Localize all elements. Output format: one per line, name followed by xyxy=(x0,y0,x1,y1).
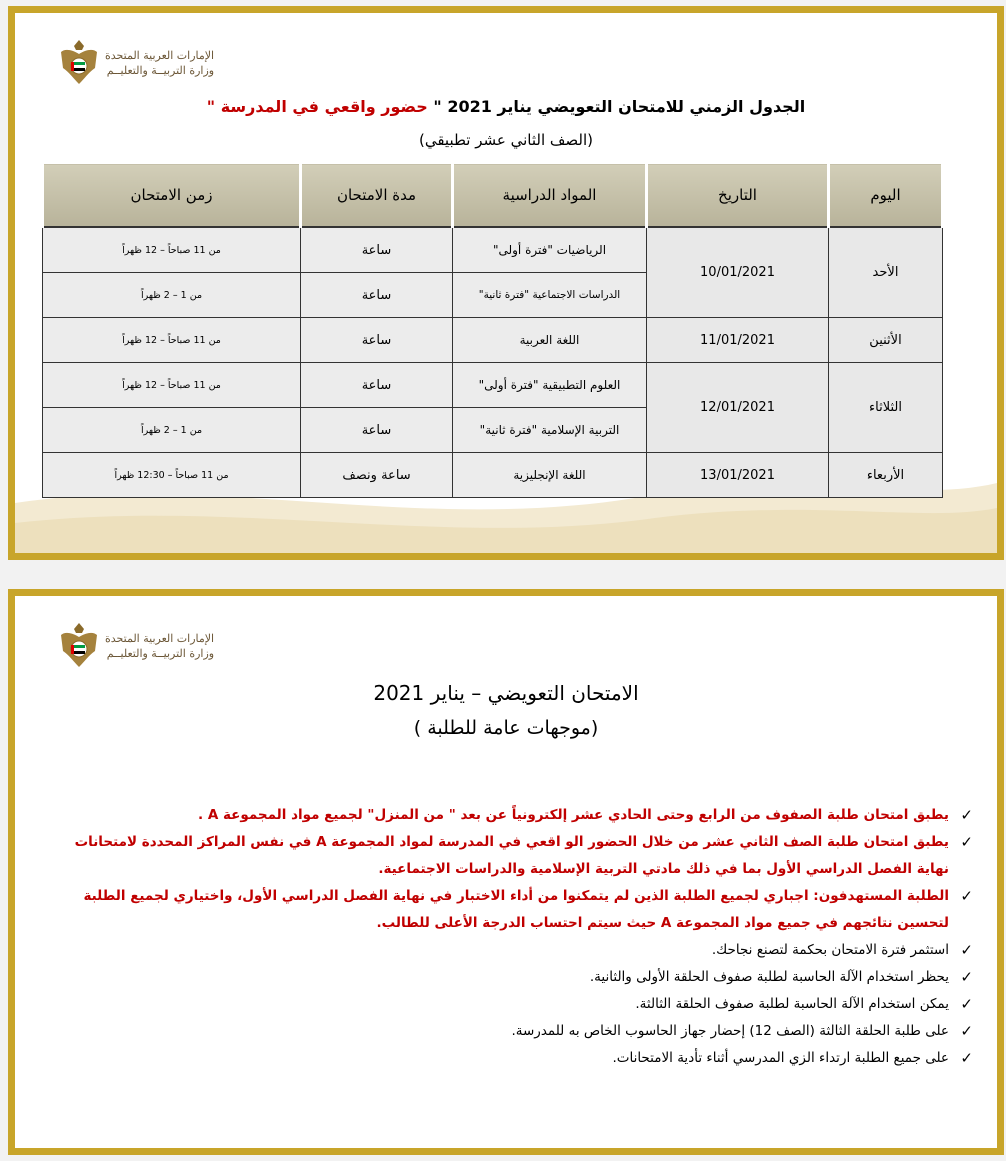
exam-schedule-table xyxy=(41,161,944,498)
guideline-text: يطبق امتحان طلبة الصف الثاني عشر من خلال الحضور الو اقعي في المدرسة لمواد المجموعة A في نفس المراكز المحددة لامتحانات نهاية الفصل الدراسي الأول بما في ذلك مادتي التربية الإسلامية والدراسات الاجتماعية. xyxy=(74,834,949,877)
checkmark-icon: ✓ xyxy=(960,833,973,851)
checkmark-icon: ✓ xyxy=(960,968,973,986)
header-time: زمن الامتحان xyxy=(43,163,301,228)
org-line1: الإمارات العربية المتحدة xyxy=(105,49,215,62)
subject-cell: العلوم التطبيقية "فترة أولى" xyxy=(453,363,647,408)
subject-cell: الدراسات الاجتماعية "فترة ثانية" xyxy=(453,273,647,318)
title-main: الجدول الزمني للامتحان التعويضي يناير 2021 " xyxy=(433,97,806,116)
title-highlight: حضور واقعي في المدرسة " xyxy=(206,97,434,116)
time-cell: من 1 – 2 ظهراً xyxy=(43,273,301,318)
guideline-text: استثمر فترة الامتحان بحكمة لتصنع نجاحك. xyxy=(711,942,949,958)
day-cell: الأربعاء xyxy=(829,453,943,498)
header-duration: مدة الامتحان xyxy=(301,163,453,228)
duration-cell: ساعة xyxy=(301,318,453,363)
ministry-logo xyxy=(57,38,214,88)
day-cell: الأثنين xyxy=(829,318,943,363)
subject-cell: اللغة الإنجليزية xyxy=(453,453,647,498)
list-item xyxy=(39,883,973,937)
time-cell: من 11 صباحاً – 12:30 ظهراً xyxy=(43,453,301,498)
header-subject: المواد الدراسية xyxy=(453,163,647,228)
list-item xyxy=(39,829,973,883)
time-cell: من 1 – 2 ظهراً xyxy=(43,408,301,453)
schedule-title xyxy=(15,97,997,116)
guideline-text: على طلبة الحلقة الثالثة (الصف 12) إحضار جهاز الحاسوب الخاص به للمدرسة. xyxy=(511,1023,949,1039)
duration-cell: ساعة xyxy=(301,273,453,318)
list-item xyxy=(39,1018,973,1045)
org-line2: وزارة التربيــة والتعليــم xyxy=(106,647,215,660)
table-row xyxy=(43,453,943,498)
ministry-name xyxy=(105,631,214,661)
time-cell: من 11 صباحاً – 12 ظهراً xyxy=(43,318,301,363)
ministry-logo xyxy=(57,621,214,671)
duration-cell: ساعة xyxy=(301,408,453,453)
subject-cell: الرياضيات "فترة أولى" xyxy=(453,227,647,273)
ministry-name xyxy=(105,48,214,78)
duration-cell: ساعة xyxy=(301,363,453,408)
checkmark-icon: ✓ xyxy=(960,1022,973,1040)
falcon-emblem-icon xyxy=(57,621,101,671)
org-line2: وزارة التربيــة والتعليــم xyxy=(106,64,215,77)
guideline-text: يطبق امتحان طلبة الصفوف من الرابع وحتى الحادي عشر إلكترونياً عن بعد " من المنزل" لجميع مواد المجموعة A . xyxy=(197,807,949,823)
checkmark-icon: ✓ xyxy=(960,887,973,905)
time-cell: من 11 صباحاً – 12 ظهراً xyxy=(43,363,301,408)
guideline-text: يحظر استخدام الآلة الحاسبة لطلبة صفوف الحلقة الأولى والثانية. xyxy=(589,969,949,985)
org-line1: الإمارات العربية المتحدة xyxy=(105,632,215,645)
list-item xyxy=(39,1045,973,1072)
table-header-row xyxy=(43,163,943,228)
schedule-subtitle: (الصف الثاني عشر تطبيقي) xyxy=(418,131,594,149)
header-date: التاريخ xyxy=(647,163,829,228)
guideline-text: على جميع الطلبة ارتداء الزي المدرسي أثناء تأدية الامتحانات. xyxy=(612,1050,949,1066)
guidelines-list xyxy=(39,802,973,1072)
table-row xyxy=(43,318,943,363)
list-item xyxy=(39,937,973,964)
duration-cell: ساعة xyxy=(301,227,453,273)
checkmark-icon: ✓ xyxy=(960,995,973,1013)
date-cell: 10/01/2021 xyxy=(647,227,829,318)
schedule-slide xyxy=(8,6,1004,560)
duration-cell: ساعة ونصف xyxy=(301,453,453,498)
subject-cell: التربية الإسلامية "فترة ثانية" xyxy=(453,408,647,453)
guideline-text: يمكن استخدام الآلة الحاسبة لطلبة صفوف الحلقة الثالثة. xyxy=(635,996,949,1012)
guidelines-slide xyxy=(8,589,1004,1155)
date-cell: 12/01/2021 xyxy=(647,363,829,453)
date-cell: 11/01/2021 xyxy=(647,318,829,363)
guidelines-title: الامتحان التعويضي – يناير 2021 xyxy=(373,681,639,705)
checkmark-icon: ✓ xyxy=(960,941,973,959)
day-cell: الأحد xyxy=(829,227,943,318)
header-day: اليوم xyxy=(829,163,943,228)
guideline-text: الطلبة المستهدفون: اجباري لجميع الطلبة الذين لم يتمكنوا من أداء الاختبار في نهاية الفصل الدراسي الأول، واختياري لجميع الطلبة لتحسين نتائجهم في جميع مواد المجموعة A حيث سيتم احتساب الدرجة الأعلى للطالب. xyxy=(83,888,949,931)
day-cell: الثلاثاء xyxy=(829,363,943,453)
checkmark-icon: ✓ xyxy=(960,806,973,824)
guidelines-subtitle: (موجهات عامة للطلبة ) xyxy=(413,717,599,739)
list-item xyxy=(39,991,973,1018)
table-row xyxy=(43,363,943,408)
falcon-emblem-icon xyxy=(57,38,101,88)
time-cell: من 11 صباحاً – 12 ظهراً xyxy=(43,227,301,273)
checkmark-icon: ✓ xyxy=(960,1049,973,1067)
subject-cell: اللغة العربية xyxy=(453,318,647,363)
table-row xyxy=(43,227,943,273)
date-cell: 13/01/2021 xyxy=(647,453,829,498)
list-item xyxy=(39,802,973,829)
list-item xyxy=(39,964,973,991)
